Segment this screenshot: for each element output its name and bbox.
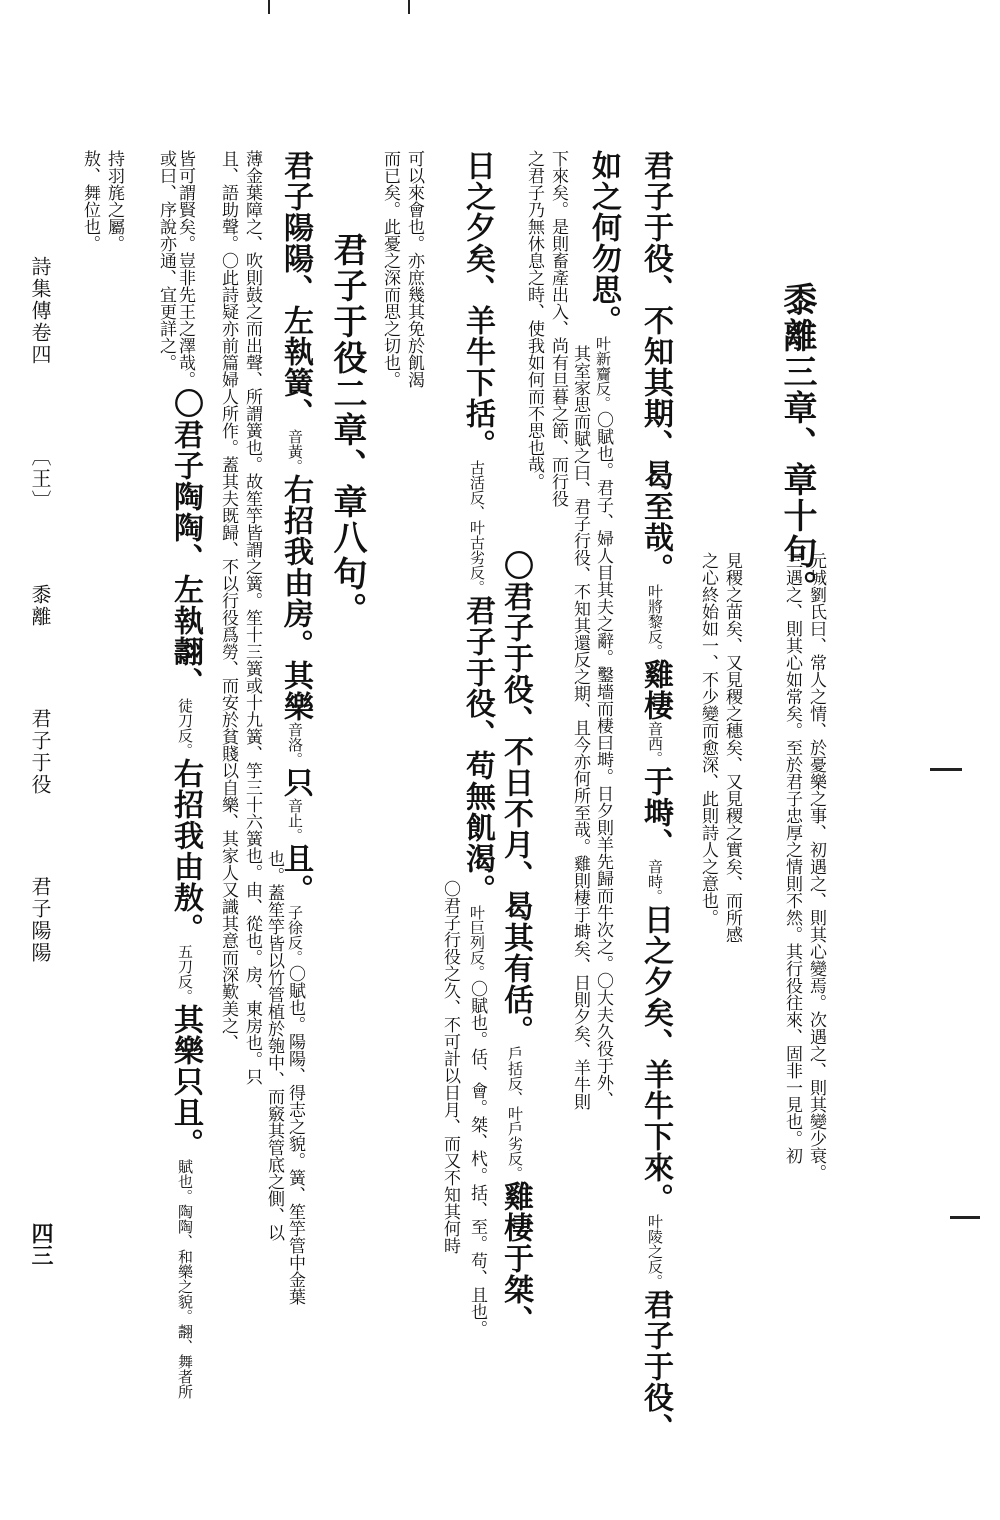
section-mark: 〔王〕 bbox=[28, 446, 52, 512]
verse-text: 君子于役、不知其期、曷至哉。 bbox=[638, 150, 673, 584]
chapter-summary-heading-junziyuyi bbox=[327, 232, 367, 628]
commentary-line-1 bbox=[807, 552, 824, 1181]
verse-line-3 bbox=[498, 550, 533, 1336]
scan-mark bbox=[950, 1216, 980, 1219]
pronunciation-note: 叶將黎反。 bbox=[646, 584, 664, 659]
commentary-line-5 bbox=[571, 345, 588, 1110]
verse-text: 右招我由房。其樂 bbox=[278, 474, 313, 722]
pronunciation-note: 音時。 bbox=[646, 859, 664, 904]
commentary-text: 薄金葉障之、吹則鼓之而出聲、所謂簧也。故笙竽皆謂之簧。笙十三簧或十九簧、竽三十六簧也。由、從也。房、東房也。只 bbox=[242, 150, 262, 1085]
commentary-line-3 bbox=[723, 552, 740, 943]
pronunciation-note: 戶括反、叶戶劣反。 bbox=[506, 1046, 524, 1181]
heading-text: 君子于役二章、章八句。 bbox=[327, 232, 367, 628]
running-footer bbox=[30, 256, 50, 964]
running-title: 君子于役 bbox=[28, 708, 52, 796]
commentary-line-7 bbox=[525, 150, 542, 490]
verse-text: 其樂只且。 bbox=[168, 1004, 203, 1159]
commentary-line-11 bbox=[265, 850, 282, 1241]
commentary-text: 〇賦也。陽陽、得志之貌。簧、笙竽管中金葉 bbox=[285, 965, 305, 1305]
scan-mark bbox=[268, 0, 270, 14]
page-number bbox=[30, 1222, 52, 1266]
verse-text: 君子于役、 bbox=[638, 1289, 673, 1444]
verse-line-2 bbox=[586, 150, 621, 1108]
verse-line-1 bbox=[638, 150, 673, 1444]
pronunciation-note: 叶新齎反。 bbox=[594, 336, 612, 411]
verse-text: 如之何勿思。 bbox=[586, 150, 621, 336]
commentary-text: 見稷之苗矣、又見稷之穗矣、又見稷之實矣、而所感 bbox=[722, 552, 742, 943]
commentary-text: 之心終始如一、不少變而愈深、此則詩人之意也。 bbox=[698, 552, 718, 926]
commentary-text: 或曰、序說亦通、宜更詳之。 bbox=[156, 150, 176, 371]
page-number-text: 四三 bbox=[28, 1222, 54, 1266]
verse-text: 〇君子陶陶、左執翿、 bbox=[168, 388, 203, 698]
commentary-line-12 bbox=[243, 150, 260, 1085]
commentary-line-15 bbox=[157, 150, 174, 371]
commentary-text: 皆可謂賢矣。豈非先王之澤哉。 bbox=[175, 150, 195, 388]
pronunciation-note: 子徐反。 bbox=[286, 905, 304, 965]
commentary-line-2 bbox=[783, 552, 800, 1164]
pronunciation-note: 徒刀反。 bbox=[176, 698, 194, 758]
commentary-text: 〇君子行役之久、不可計以日月、而又不知其何時 bbox=[440, 880, 460, 1254]
verse-text: 右招我由敖。 bbox=[168, 758, 203, 944]
verse-text: 且。 bbox=[278, 843, 313, 905]
book-title: 詩集傳卷四 bbox=[28, 256, 52, 366]
commentary-text: 其室家思而賦之曰、君子行役、不知其還反之期、且今亦何所至哉。雞則棲于塒矣、日則夕矣、羊牛則 bbox=[570, 345, 590, 1110]
running-title: 君子陽陽 bbox=[28, 876, 52, 964]
commentary-line-10 bbox=[381, 150, 398, 388]
commentary-text: 之君子乃無休息之時、使我如何而不思也哉。 bbox=[524, 150, 544, 490]
verse-text: 〇君子于役、不日不月、曷其有佸。 bbox=[498, 550, 533, 1046]
commentary-text: 也。蓋笙竽皆以竹管植於匏中、而竅其管底之側、以 bbox=[264, 850, 284, 1241]
verse-text: 君子于役、苟無飢渴。 bbox=[460, 595, 495, 905]
verse-text: 于塒、 bbox=[638, 766, 673, 859]
pronunciation-note: 賦也。陶陶、和樂之貌。翿、舞者所 bbox=[176, 1159, 194, 1399]
pronunciation-note: 叶陵之反。 bbox=[646, 1214, 664, 1289]
commentary-line-9 bbox=[405, 150, 422, 388]
commentary-text: 〇賦也。君子、婦人目其夫之辭。鑿墻而棲曰塒。日夕則羊先歸而牛次之。〇大夫久役于外、 bbox=[593, 411, 613, 1108]
commentary-text: 而已矣。此憂之深而思之切也。 bbox=[380, 150, 400, 388]
scan-mark bbox=[930, 768, 962, 771]
commentary-text: 持羽旄之屬。 bbox=[104, 150, 124, 252]
commentary-text: 可以來會也。亦庶幾其免於飢渴 bbox=[404, 150, 424, 388]
pronunciation-note: 音西。 bbox=[646, 721, 664, 766]
pronunciation-note: 古活反、叶古劣反。 bbox=[468, 460, 486, 595]
commentary-text: 且、語助聲。〇此詩疑亦前篇婦人所作。蓋其夫既歸、不以行役爲勞、而安於貧賤以自樂、其家人又識其意而深歎美之、 bbox=[218, 150, 238, 1051]
commentary-text: 元城劉氏曰、常人之情、於憂樂之事、初遇之、則其心變焉。次遇之、則其變少衰。 bbox=[806, 552, 826, 1181]
commentary-text: 敖、舞位也。 bbox=[80, 150, 100, 252]
commentary-line-13 bbox=[219, 150, 236, 1051]
commentary-line-16 bbox=[105, 150, 122, 252]
pronunciation-note: 叶巨列反。 bbox=[468, 905, 486, 980]
commentary-line-17 bbox=[81, 150, 98, 252]
commentary-text: 下來矣。是則畜產出入、尚有旦暮之節、而行役 bbox=[548, 150, 568, 507]
pronunciation-note: 音止。 bbox=[286, 798, 304, 843]
pronunciation-note: 音黃。 bbox=[286, 429, 304, 474]
verse-text: 雞棲 bbox=[638, 659, 673, 721]
verse-line-5 bbox=[278, 150, 313, 1305]
verse-text: 只 bbox=[278, 767, 313, 798]
verse-text: 君子陽陽、左執簧、 bbox=[278, 150, 313, 429]
verse-text: 日之夕矣、羊牛下括。 bbox=[460, 150, 495, 460]
verse-line-4 bbox=[460, 150, 495, 1337]
commentary-line-6 bbox=[549, 150, 566, 507]
scan-mark bbox=[408, 0, 410, 14]
verse-text: 日之夕矣、羊牛下來。 bbox=[638, 904, 673, 1214]
commentary-line-4 bbox=[699, 552, 716, 926]
commentary-text: 〇賦也。佸、會。桀、杙。括、至。苟、且也。 bbox=[467, 980, 487, 1337]
commentary-text: 三遇之、則其心如常矣。至於君子忠厚之情則不然。其行役往來、固非一見也。初 bbox=[782, 552, 802, 1164]
pronunciation-note: 音洛。 bbox=[286, 722, 304, 767]
pronunciation-note: 五刀反。 bbox=[176, 944, 194, 1004]
verse-text: 雞棲于桀、 bbox=[498, 1181, 533, 1336]
commentary-line-8 bbox=[441, 880, 458, 1254]
running-title: 黍離 bbox=[28, 584, 52, 628]
heading-text: 黍離三章、章十句。 bbox=[777, 282, 817, 606]
